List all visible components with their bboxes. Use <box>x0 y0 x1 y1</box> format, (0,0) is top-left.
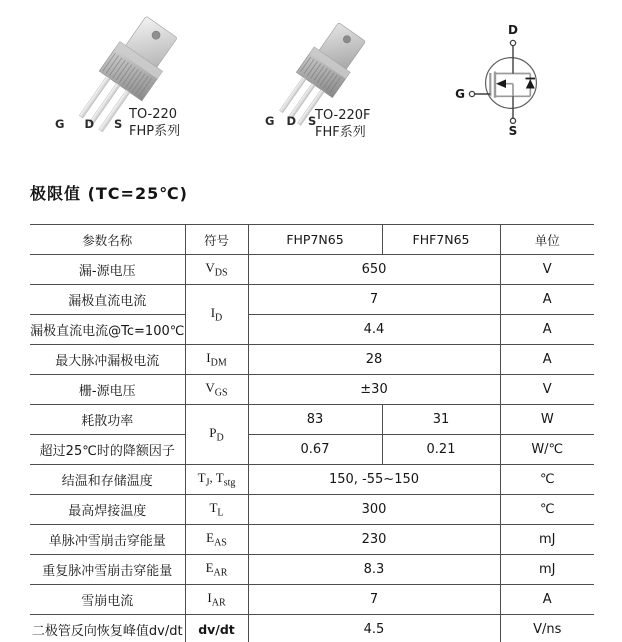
package-caption-to220f <box>315 107 371 141</box>
package-name: TO-220F <box>315 108 371 123</box>
drain-label: D <box>508 23 518 37</box>
table-row <box>30 585 594 615</box>
value-cell: ±30 <box>248 375 500 405</box>
ratings-table-body <box>30 255 594 642</box>
header-row <box>30 225 594 255</box>
drain-terminal <box>510 40 515 45</box>
value-cell: 150, -55~150 <box>248 465 500 495</box>
unit-cell: mJ <box>500 525 594 555</box>
header-fhf: FHF7N65 <box>382 225 500 255</box>
unit-cell: W <box>500 405 594 435</box>
param-cell: 单脉冲雪崩击穿能量 <box>30 525 185 555</box>
source-terminal <box>510 118 515 123</box>
unit-cell: A <box>500 315 594 345</box>
value-cell: 7 <box>248 585 500 615</box>
header-unit: 单位 <box>500 225 594 255</box>
symbol-cell: dv/dt <box>185 615 248 642</box>
unit-cell: A <box>500 345 594 375</box>
param-cell: 雪崩电流 <box>30 585 185 615</box>
symbol-cell: $E_{AR}$ <box>185 555 248 585</box>
header-param: 参数名称 <box>30 225 185 255</box>
value-cell: 300 <box>248 495 500 525</box>
symbol-cell: $V_{GS}$ <box>185 375 248 405</box>
unit-cell: ℃ <box>500 495 594 525</box>
gate-terminal <box>469 91 474 96</box>
param-cell: 耗散功率 <box>30 405 185 435</box>
table-row <box>30 615 594 642</box>
symbol-cell: $I_{AR}$ <box>185 585 248 615</box>
unit-cell: mJ <box>500 555 594 585</box>
body-diode <box>526 79 535 88</box>
table-row <box>30 375 594 405</box>
section-title: 极限值 (TC=25℃) <box>30 184 188 203</box>
package-caption-to220 <box>129 106 180 140</box>
unit-cell: A <box>500 285 594 315</box>
param-cell: 最大脉冲漏极电流 <box>30 345 185 375</box>
param-cell: 漏极直流电流 <box>30 285 185 315</box>
header-fhp: FHP7N65 <box>248 225 382 255</box>
table-row <box>30 405 594 435</box>
symbol-cell: $T_J$, $T_{stg}$ <box>185 465 248 495</box>
table-row <box>30 435 594 465</box>
value-cell: 83 <box>248 405 382 435</box>
unit-cell: V/ns <box>500 615 594 642</box>
header-symbol: 符号 <box>185 225 248 255</box>
mosfet-symbol-icon <box>443 13 588 148</box>
value-cell: 31 <box>382 405 500 435</box>
package-name: TO-220 <box>129 107 178 122</box>
value-cell: 7 <box>248 285 500 315</box>
value-cell: 0.67 <box>248 435 382 465</box>
series-name: FHF系列 <box>315 125 366 140</box>
series-name: FHP系列 <box>129 124 181 139</box>
value-cell: 4.4 <box>248 315 500 345</box>
value-cell: 230 <box>248 525 500 555</box>
param-cell: 重复脉冲雪崩击穿能量 <box>30 555 185 585</box>
table-row <box>30 255 594 285</box>
symbol-cell: $I_D$ <box>185 285 248 345</box>
pin-labels-to220f: G D S <box>265 114 321 128</box>
param-cell: 栅-源电压 <box>30 375 185 405</box>
value-cell: 28 <box>248 345 500 375</box>
value-cell: 8.3 <box>248 555 500 585</box>
table-row <box>30 315 594 345</box>
value-cell: 0.21 <box>382 435 500 465</box>
symbol-cell: $V_{DS}$ <box>185 255 248 285</box>
ratings-table-container <box>30 224 594 642</box>
param-cell: 漏极直流电流@Tc=100℃ <box>30 315 185 345</box>
table-row <box>30 555 594 585</box>
ratings-table-head <box>30 225 594 255</box>
unit-cell: V <box>500 255 594 285</box>
param-cell: 超过25℃时的降额因子 <box>30 435 185 465</box>
channel-arrow <box>496 79 506 88</box>
source-label: S <box>508 124 518 138</box>
symbol-cell: $P_D$ <box>185 405 248 465</box>
unit-cell: A <box>500 585 594 615</box>
value-cell: 650 <box>248 255 500 285</box>
table-row <box>30 495 594 525</box>
ratings-table <box>30 224 594 642</box>
symbol-cell: $I_{DM}$ <box>185 345 248 375</box>
param-cell: 二极管反向恢复峰值dv/dt <box>30 615 185 642</box>
param-cell: 结温和存储温度 <box>30 465 185 495</box>
param-cell: 最高焊接温度 <box>30 495 185 525</box>
value-cell: 4.5 <box>248 615 500 642</box>
table-row <box>30 525 594 555</box>
unit-cell: V <box>500 375 594 405</box>
table-row <box>30 465 594 495</box>
pin-labels-to220: G D S <box>55 117 131 131</box>
param-cell: 漏-源电压 <box>30 255 185 285</box>
symbol-cell: $T_L$ <box>185 495 248 525</box>
table-row <box>30 345 594 375</box>
table-row <box>30 285 594 315</box>
symbol-cell: $E_{AS}$ <box>185 525 248 555</box>
unit-cell: W/℃ <box>500 435 594 465</box>
unit-cell: ℃ <box>500 465 594 495</box>
gate-label: G <box>455 87 465 101</box>
